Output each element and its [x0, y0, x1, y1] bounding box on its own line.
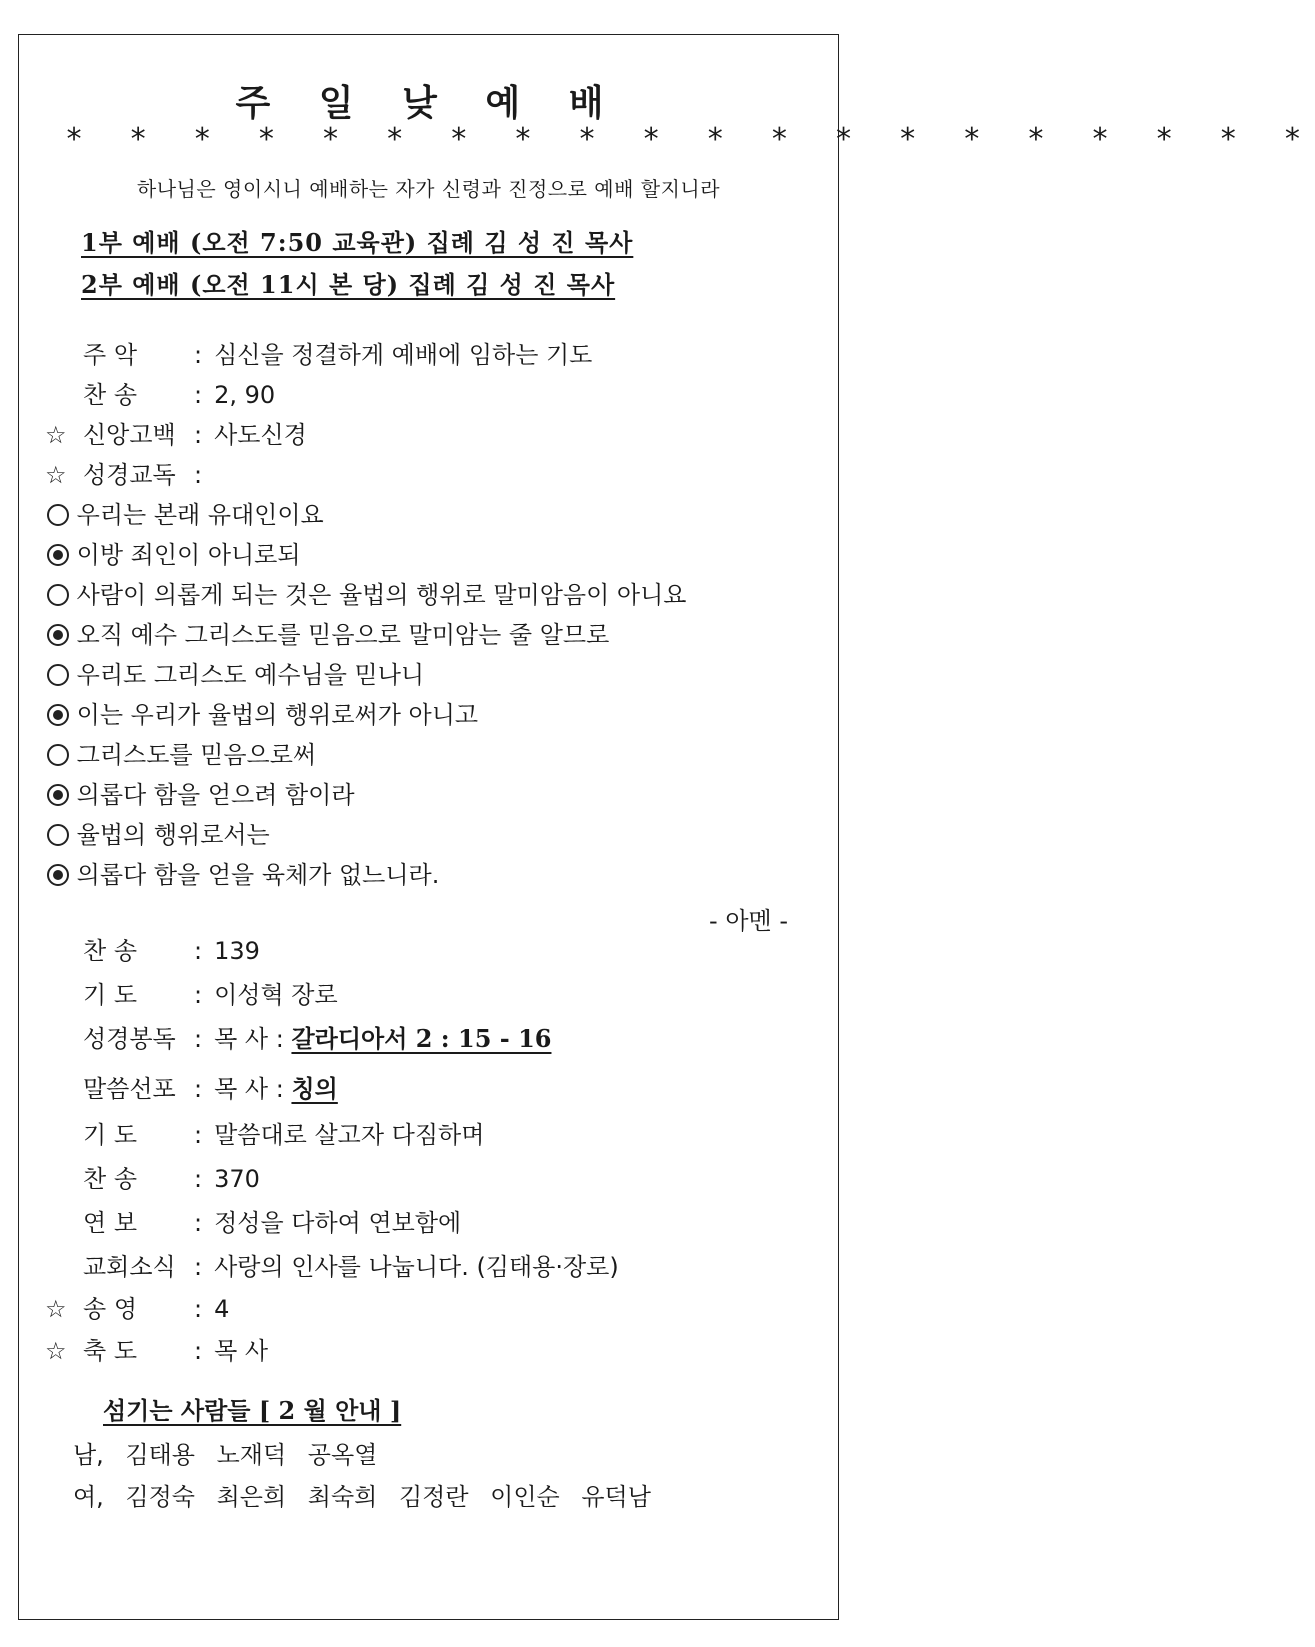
- order-item-sermon: 말씀선포 : 목 사 : 칭의: [83, 1074, 338, 1103]
- scripture-reference: 갈라디아서 2 : 15 - 16: [291, 1024, 552, 1053]
- circle-filled-icon: [47, 784, 69, 806]
- order-item-offering: 연 보 : 정성을 다하여 연보함에: [83, 1209, 462, 1237]
- circle-filled-icon: [47, 864, 69, 886]
- circle-outline-icon: [47, 664, 69, 686]
- order-value: 2, 90: [214, 381, 276, 409]
- order-item-doxology: ☆ 송 영 : 4: [45, 1291, 229, 1327]
- reading-line: 사람이 의롭게 되는 것은 율법의 행위로 말미암음이 아니요: [47, 577, 686, 613]
- scripture-verse: 하나님은 영이시니 예배하는 자가 신령과 진정으로 예배 할지니라: [136, 177, 721, 201]
- order-item-hymn-1: 찬 송 : 2, 90: [45, 377, 275, 413]
- ushers-title: 섬기는 사람들 [ 2 월 안내 ]: [103, 1396, 402, 1425]
- star-outline-icon: ☆: [45, 421, 67, 449]
- order-item-hymn-2: 찬 송 : 139: [83, 937, 260, 965]
- circle-outline-icon: [47, 584, 69, 606]
- reading-line: 율법의 행위로서는: [47, 817, 270, 853]
- page-title: 주 일 낮 예 배: [235, 82, 622, 124]
- star-outline-icon: ☆: [45, 1337, 67, 1365]
- circle-outline-icon: [47, 504, 69, 526]
- order-item-prayer-2: 기 도 : 말씀대로 살고자 다짐하며: [83, 1121, 485, 1149]
- order-label: 신앙고백: [83, 421, 176, 449]
- order-label: 성경교독: [83, 461, 176, 489]
- star-outline-icon: ☆: [45, 461, 67, 489]
- circle-filled-icon: [47, 704, 69, 726]
- order-item-benediction: ☆ 축 도 : 목 사: [45, 1333, 268, 1369]
- order-item-prayer-1: 기 도 : 이성혁 장로: [83, 981, 338, 1009]
- order-value: 사도신경: [214, 421, 307, 449]
- service-2-info: 2부 예배 (오전 11시 본 당) 집례 김 성 진 목사: [81, 270, 616, 299]
- reading-line: 의롭다 함을 얻을 육체가 없느니라.: [47, 857, 439, 893]
- order-label: 주 악: [83, 341, 137, 369]
- order-item-responsive-reading: ☆ 성경교독 :: [45, 457, 202, 493]
- order-item-scripture-reading: 성경봉독 : 목 사 : 갈라디아서 2 : 15 - 16: [83, 1024, 552, 1053]
- circle-filled-icon: [47, 544, 69, 566]
- order-label: 찬 송: [83, 381, 137, 409]
- order-item-hymn-3: 찬 송 : 370: [83, 1165, 260, 1193]
- reading-line: 우리도 그리스도 예수님을 믿나니: [47, 657, 424, 693]
- circle-filled-icon: [47, 624, 69, 646]
- sermon-title: 칭의: [291, 1074, 338, 1103]
- star-divider: * * * * * * * * * * * * * * * * * * * *: [65, 122, 1315, 157]
- order-item-creed: ☆ 신앙고백 : 사도신경: [45, 417, 307, 453]
- bulletin-page: [18, 34, 1315, 1620]
- reading-line: 이방 죄인이 아니로되: [47, 537, 301, 573]
- reading-line: 그리스도를 믿음으로써: [47, 737, 316, 773]
- circle-outline-icon: [47, 824, 69, 846]
- reading-line: 오직 예수 그리스도를 믿음으로 말미암는 줄 알므로: [47, 617, 609, 653]
- reading-line: 의롭다 함을 얻으려 함이라: [47, 777, 355, 813]
- circle-outline-icon: [47, 744, 69, 766]
- amen-text: - 아멘 -: [709, 907, 788, 935]
- order-item-announcements: 교회소식 : 사랑의 인사를 나눕니다. (김태용·장로): [83, 1253, 619, 1281]
- order-item-prelude: 주 악 : 심신을 정결하게 예배에 임하는 기도: [45, 337, 592, 373]
- reading-line: 이는 우리가 율법의 행위로써가 아니고: [47, 697, 478, 733]
- ushers-women: 여, 김정숙 최은희 최숙희 김정란 이인순 유덕남: [73, 1483, 651, 1511]
- service-1-info: 1부 예배 (오전 7:50 교육관) 집례 김 성 진 목사: [81, 228, 634, 257]
- order-value: 심신을 정결하게 예배에 임하는 기도: [214, 341, 593, 369]
- reading-line: 우리는 본래 유대인이요: [47, 497, 324, 533]
- ushers-men: 남, 김태용 노재덕 공옥열: [73, 1441, 378, 1469]
- star-outline-icon: ☆: [45, 1295, 67, 1323]
